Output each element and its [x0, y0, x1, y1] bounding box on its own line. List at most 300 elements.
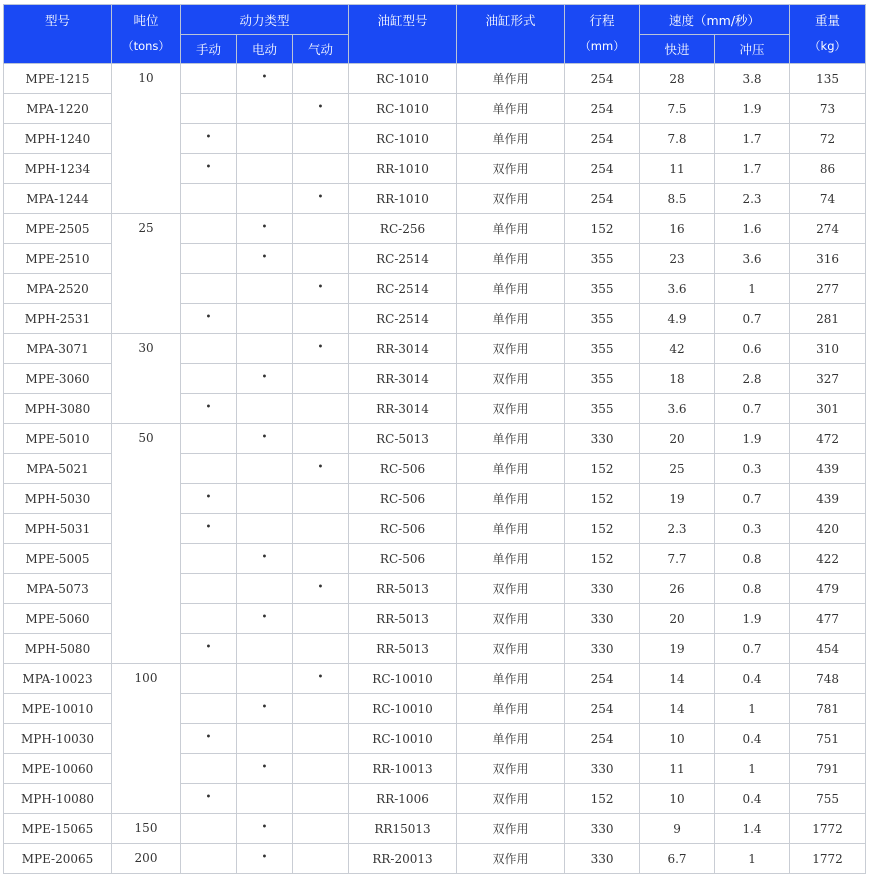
- power-air-cell: [293, 424, 349, 454]
- power-mark: •: [261, 71, 268, 83]
- power-manual-cell: [181, 274, 237, 304]
- power-mark: •: [317, 461, 324, 473]
- weight-cell: 755: [790, 784, 866, 814]
- tonnage-cell: 50: [112, 424, 181, 664]
- power-mark: •: [317, 101, 324, 113]
- power-air-cell: [293, 724, 349, 754]
- cylinder-model-cell: RC-1010: [349, 94, 457, 124]
- model-cell: MPE-1215: [4, 64, 112, 94]
- power-mark: •: [317, 191, 324, 203]
- model-cell: MPH-1234: [4, 154, 112, 184]
- header-tonnage: [112, 5, 181, 64]
- model-cell: MPE-5010: [4, 424, 112, 454]
- stroke-cell: 254: [565, 124, 640, 154]
- cylinder-type-cell: 单作用: [457, 724, 565, 754]
- header-stroke: [565, 5, 640, 64]
- speed-fast-cell: 9: [640, 814, 715, 844]
- weight-cell: 316: [790, 244, 866, 274]
- cylinder-type-cell: 双作用: [457, 784, 565, 814]
- speed-fast-cell: 19: [640, 634, 715, 664]
- cylinder-model-cell: RC-10010: [349, 724, 457, 754]
- table-row: [4, 814, 866, 844]
- stroke-cell: 152: [565, 544, 640, 574]
- model-cell: MPA-1244: [4, 184, 112, 214]
- power-electric-cell: [237, 514, 293, 544]
- power-manual-cell: [181, 724, 237, 754]
- power-electric-cell: [237, 544, 293, 574]
- power-manual-cell: [181, 154, 237, 184]
- power-air-cell: [293, 784, 349, 814]
- cylinder-type-cell: 单作用: [457, 424, 565, 454]
- cylinder-model-cell: RC-2514: [349, 274, 457, 304]
- weight-cell: 422: [790, 544, 866, 574]
- model-cell: MPH-10030: [4, 724, 112, 754]
- power-manual-cell: [181, 304, 237, 334]
- cylinder-type-cell: 单作用: [457, 484, 565, 514]
- speed-fast-cell: 3.6: [640, 274, 715, 304]
- power-manual-cell: [181, 574, 237, 604]
- weight-cell: 472: [790, 424, 866, 454]
- power-air-cell: [293, 64, 349, 94]
- cylinder-model-cell: RC-10010: [349, 694, 457, 724]
- model-cell: MPA-5021: [4, 454, 112, 484]
- power-electric-cell: [237, 844, 293, 874]
- speed-press-cell: 0.4: [715, 784, 790, 814]
- power-mark: •: [261, 371, 268, 383]
- power-manual-cell: [181, 484, 237, 514]
- speed-press-cell: 0.3: [715, 514, 790, 544]
- power-air-cell: [293, 634, 349, 664]
- stroke-cell: 152: [565, 454, 640, 484]
- power-manual-cell: [181, 184, 237, 214]
- weight-cell: 479: [790, 574, 866, 604]
- weight-cell: 420: [790, 514, 866, 544]
- power-electric-cell: [237, 274, 293, 304]
- speed-fast-cell: 19: [640, 484, 715, 514]
- power-air-cell: [293, 154, 349, 184]
- power-manual-cell: [181, 664, 237, 694]
- power-air-cell: [293, 334, 349, 364]
- power-manual-cell: [181, 244, 237, 274]
- cylinder-type-cell: 双作用: [457, 154, 565, 184]
- speed-press-cell: 1: [715, 754, 790, 784]
- weight-cell: 791: [790, 754, 866, 784]
- speed-press-cell: 1.4: [715, 814, 790, 844]
- cylinder-model-cell: RR15013: [349, 814, 457, 844]
- stroke-cell: 355: [565, 364, 640, 394]
- weight-cell: 72: [790, 124, 866, 154]
- power-air-cell: [293, 484, 349, 514]
- power-electric-cell: [237, 754, 293, 784]
- table-row: [4, 214, 866, 244]
- tonnage-cell: 150: [112, 814, 181, 844]
- cylinder-type-cell: 单作用: [457, 214, 565, 244]
- cylinder-model-cell: RR-1010: [349, 184, 457, 214]
- weight-cell: 439: [790, 454, 866, 484]
- speed-press-cell: 1.7: [715, 154, 790, 184]
- power-electric-cell: [237, 424, 293, 454]
- power-electric-cell: [237, 94, 293, 124]
- tonnage-cell: 200: [112, 844, 181, 874]
- cylinder-model-cell: RC-506: [349, 544, 457, 574]
- power-mark: •: [317, 581, 324, 593]
- model-cell: MPH-10080: [4, 784, 112, 814]
- speed-fast-cell: 23: [640, 244, 715, 274]
- speed-fast-cell: 11: [640, 154, 715, 184]
- model-cell: MPE-10060: [4, 754, 112, 784]
- cylinder-type-cell: 双作用: [457, 394, 565, 424]
- cylinder-type-cell: 单作用: [457, 64, 565, 94]
- weight-cell: 74: [790, 184, 866, 214]
- power-manual-cell: [181, 694, 237, 724]
- model-cell: MPA-3071: [4, 334, 112, 364]
- power-manual-cell: [181, 364, 237, 394]
- weight-cell: 73: [790, 94, 866, 124]
- speed-fast-cell: 10: [640, 784, 715, 814]
- power-mark: •: [205, 521, 212, 533]
- tonnage-cell: 25: [112, 214, 181, 334]
- power-manual-cell: [181, 124, 237, 154]
- model-cell: MPH-5080: [4, 634, 112, 664]
- power-manual-cell: [181, 844, 237, 874]
- cylinder-type-cell: 单作用: [457, 514, 565, 544]
- power-electric-cell: [237, 454, 293, 484]
- power-air-cell: [293, 574, 349, 604]
- cylinder-type-cell: 双作用: [457, 844, 565, 874]
- power-electric-cell: [237, 604, 293, 634]
- cylinder-model-cell: RR-3014: [349, 394, 457, 424]
- speed-press-cell: 3.8: [715, 64, 790, 94]
- weight-cell: 1772: [790, 814, 866, 844]
- cylinder-model-cell: RR-1006: [349, 784, 457, 814]
- stroke-cell: 152: [565, 514, 640, 544]
- header-power-air: 气动: [293, 35, 349, 64]
- power-air-cell: [293, 754, 349, 784]
- stroke-cell: 355: [565, 304, 640, 334]
- speed-fast-cell: 14: [640, 664, 715, 694]
- power-electric-cell: [237, 784, 293, 814]
- weight-cell: 748: [790, 664, 866, 694]
- speed-fast-cell: 6.7: [640, 844, 715, 874]
- cylinder-model-cell: RR-5013: [349, 634, 457, 664]
- cylinder-model-cell: RR-5013: [349, 604, 457, 634]
- power-manual-cell: [181, 814, 237, 844]
- header-power-electric: 电动: [237, 35, 293, 64]
- cylinder-type-cell: 单作用: [457, 694, 565, 724]
- power-air-cell: [293, 814, 349, 844]
- power-manual-cell: [181, 544, 237, 574]
- speed-press-cell: 0.4: [715, 664, 790, 694]
- power-mark: •: [261, 611, 268, 623]
- speed-fast-cell: 16: [640, 214, 715, 244]
- stroke-cell: 355: [565, 244, 640, 274]
- speed-fast-cell: 28: [640, 64, 715, 94]
- stroke-cell: 254: [565, 94, 640, 124]
- table-row: [4, 424, 866, 454]
- header-power-type: 动力类型: [181, 5, 349, 35]
- power-electric-cell: [237, 634, 293, 664]
- model-cell: MPE-2505: [4, 214, 112, 244]
- stroke-cell: 355: [565, 334, 640, 364]
- power-manual-cell: [181, 514, 237, 544]
- model-cell: MPE-15065: [4, 814, 112, 844]
- power-electric-cell: [237, 154, 293, 184]
- speed-fast-cell: 3.6: [640, 394, 715, 424]
- speed-press-cell: 2.8: [715, 364, 790, 394]
- tonnage-cell: 30: [112, 334, 181, 424]
- speed-press-cell: 0.8: [715, 544, 790, 574]
- stroke-cell: 254: [565, 184, 640, 214]
- cylinder-type-cell: 双作用: [457, 754, 565, 784]
- weight-cell: 454: [790, 634, 866, 664]
- power-electric-cell: [237, 124, 293, 154]
- speed-fast-cell: 2.3: [640, 514, 715, 544]
- power-mark: •: [205, 641, 212, 653]
- model-cell: MPE-20065: [4, 844, 112, 874]
- stroke-cell: 330: [565, 424, 640, 454]
- cylinder-model-cell: RC-2514: [349, 304, 457, 334]
- power-electric-cell: [237, 304, 293, 334]
- speed-fast-cell: 7.8: [640, 124, 715, 154]
- stroke-cell: 330: [565, 574, 640, 604]
- tonnage-cell: 100: [112, 664, 181, 814]
- stroke-cell: 254: [565, 664, 640, 694]
- model-cell: MPE-2510: [4, 244, 112, 274]
- table-row: [4, 64, 866, 94]
- speed-press-cell: 0.7: [715, 484, 790, 514]
- header-stroke-unit: （mm）: [579, 39, 625, 53]
- power-manual-cell: [181, 214, 237, 244]
- table-row: [4, 664, 866, 694]
- weight-cell: 277: [790, 274, 866, 304]
- speed-fast-cell: 10: [640, 724, 715, 754]
- speed-fast-cell: 7.7: [640, 544, 715, 574]
- model-cell: MPH-5031: [4, 514, 112, 544]
- power-mark: •: [205, 791, 212, 803]
- power-mark: •: [317, 281, 324, 293]
- speed-press-cell: 1.9: [715, 94, 790, 124]
- power-electric-cell: [237, 664, 293, 694]
- power-air-cell: [293, 124, 349, 154]
- weight-cell: 439: [790, 484, 866, 514]
- stroke-cell: 254: [565, 724, 640, 754]
- power-electric-cell: [237, 394, 293, 424]
- model-cell: MPE-5060: [4, 604, 112, 634]
- power-electric-cell: [237, 214, 293, 244]
- speed-press-cell: 0.6: [715, 334, 790, 364]
- weight-cell: 1772: [790, 844, 866, 874]
- speed-fast-cell: 26: [640, 574, 715, 604]
- speed-press-cell: 1: [715, 844, 790, 874]
- stroke-cell: 355: [565, 394, 640, 424]
- power-mark: •: [205, 491, 212, 503]
- speed-press-cell: 0.7: [715, 634, 790, 664]
- stroke-cell: 254: [565, 154, 640, 184]
- model-cell: MPA-10023: [4, 664, 112, 694]
- header-speed-press: 冲压: [715, 35, 790, 64]
- speed-press-cell: 3.6: [715, 244, 790, 274]
- stroke-cell: 152: [565, 484, 640, 514]
- stroke-cell: 330: [565, 604, 640, 634]
- header-speed-fast: 快进: [640, 35, 715, 64]
- speed-press-cell: 0.8: [715, 574, 790, 604]
- stroke-cell: 254: [565, 64, 640, 94]
- power-air-cell: [293, 94, 349, 124]
- weight-cell: 281: [790, 304, 866, 334]
- power-air-cell: [293, 664, 349, 694]
- power-mark: •: [261, 821, 268, 833]
- power-electric-cell: [237, 694, 293, 724]
- cylinder-type-cell: 单作用: [457, 664, 565, 694]
- cylinder-type-cell: 单作用: [457, 544, 565, 574]
- header-tonnage-unit: （tons）: [122, 39, 170, 53]
- cylinder-type-cell: 双作用: [457, 814, 565, 844]
- power-manual-cell: [181, 64, 237, 94]
- cylinder-type-cell: 单作用: [457, 124, 565, 154]
- power-air-cell: [293, 514, 349, 544]
- stroke-cell: 330: [565, 844, 640, 874]
- cylinder-type-cell: 单作用: [457, 454, 565, 484]
- speed-fast-cell: 20: [640, 604, 715, 634]
- power-manual-cell: [181, 424, 237, 454]
- weight-cell: 781: [790, 694, 866, 724]
- cylinder-type-cell: 双作用: [457, 184, 565, 214]
- power-mark: •: [261, 221, 268, 233]
- model-cell: MPA-2520: [4, 274, 112, 304]
- power-mark: •: [205, 731, 212, 743]
- speed-press-cell: 1.7: [715, 124, 790, 154]
- power-air-cell: [293, 244, 349, 274]
- speed-press-cell: 0.3: [715, 454, 790, 484]
- header-cylinder-model: 油缸型号: [349, 5, 457, 64]
- power-electric-cell: [237, 334, 293, 364]
- table-body: [4, 64, 866, 874]
- model-cell: MPE-3060: [4, 364, 112, 394]
- cylinder-type-cell: 单作用: [457, 304, 565, 334]
- power-mark: •: [205, 131, 212, 143]
- table-header: [4, 5, 866, 64]
- power-air-cell: [293, 394, 349, 424]
- power-electric-cell: [237, 184, 293, 214]
- model-cell: MPH-1240: [4, 124, 112, 154]
- cylinder-type-cell: 双作用: [457, 364, 565, 394]
- power-air-cell: [293, 184, 349, 214]
- tonnage-cell: 10: [112, 64, 181, 214]
- cylinder-model-cell: RR-3014: [349, 334, 457, 364]
- power-mark: •: [261, 251, 268, 263]
- speed-fast-cell: 25: [640, 454, 715, 484]
- speed-fast-cell: 18: [640, 364, 715, 394]
- cylinder-model-cell: RC-2514: [349, 244, 457, 274]
- model-cell: MPH-2531: [4, 304, 112, 334]
- power-manual-cell: [181, 454, 237, 484]
- header-speed: 速度（mm/秒）: [640, 5, 790, 35]
- power-manual-cell: [181, 334, 237, 364]
- power-mark: •: [205, 161, 212, 173]
- stroke-cell: 330: [565, 634, 640, 664]
- cylinder-type-cell: 双作用: [457, 634, 565, 664]
- speed-fast-cell: 14: [640, 694, 715, 724]
- cylinder-model-cell: RR-10013: [349, 754, 457, 784]
- speed-press-cell: 1: [715, 694, 790, 724]
- cylinder-model-cell: RR-3014: [349, 364, 457, 394]
- model-cell: MPH-5030: [4, 484, 112, 514]
- weight-cell: 86: [790, 154, 866, 184]
- speed-press-cell: 0.7: [715, 304, 790, 334]
- cylinder-type-cell: 双作用: [457, 334, 565, 364]
- model-cell: MPH-3080: [4, 394, 112, 424]
- power-air-cell: [293, 214, 349, 244]
- power-air-cell: [293, 694, 349, 724]
- speed-press-cell: 0.4: [715, 724, 790, 754]
- header-tonnage-label: 吨位: [133, 13, 159, 28]
- speed-fast-cell: 20: [640, 424, 715, 454]
- speed-fast-cell: 7.5: [640, 94, 715, 124]
- table-row: [4, 844, 866, 874]
- power-manual-cell: [181, 604, 237, 634]
- header-power-manual: 手动: [181, 35, 237, 64]
- header-weight-unit: （kg）: [809, 39, 847, 53]
- weight-cell: 310: [790, 334, 866, 364]
- header-weight-label: 重量: [815, 13, 841, 28]
- cylinder-model-cell: RC-256: [349, 214, 457, 244]
- power-electric-cell: [237, 574, 293, 604]
- table-row: [4, 334, 866, 364]
- power-air-cell: [293, 844, 349, 874]
- cylinder-type-cell: 单作用: [457, 94, 565, 124]
- cylinder-model-cell: RR-1010: [349, 154, 457, 184]
- speed-fast-cell: 11: [640, 754, 715, 784]
- speed-press-cell: 1.9: [715, 424, 790, 454]
- power-mark: •: [261, 851, 268, 863]
- weight-cell: 327: [790, 364, 866, 394]
- power-air-cell: [293, 274, 349, 304]
- power-mark: •: [261, 551, 268, 563]
- speed-fast-cell: 8.5: [640, 184, 715, 214]
- weight-cell: 274: [790, 214, 866, 244]
- power-mark: •: [261, 761, 268, 773]
- power-electric-cell: [237, 484, 293, 514]
- power-mark: •: [317, 671, 324, 683]
- power-manual-cell: [181, 394, 237, 424]
- cylinder-type-cell: 单作用: [457, 274, 565, 304]
- weight-cell: 135: [790, 64, 866, 94]
- power-manual-cell: [181, 94, 237, 124]
- header-stroke-label: 行程: [589, 13, 615, 28]
- power-mark: •: [317, 341, 324, 353]
- power-manual-cell: [181, 784, 237, 814]
- power-mark: •: [205, 401, 212, 413]
- power-electric-cell: [237, 64, 293, 94]
- cylinder-type-cell: 双作用: [457, 604, 565, 634]
- power-electric-cell: [237, 364, 293, 394]
- power-electric-cell: [237, 814, 293, 844]
- model-cell: MPA-5073: [4, 574, 112, 604]
- speed-press-cell: 1: [715, 274, 790, 304]
- power-mark: •: [261, 431, 268, 443]
- weight-cell: 477: [790, 604, 866, 634]
- cylinder-model-cell: RC-5013: [349, 424, 457, 454]
- speed-press-cell: 2.3: [715, 184, 790, 214]
- cylinder-model-cell: RR-5013: [349, 574, 457, 604]
- model-cell: MPA-1220: [4, 94, 112, 124]
- cylinder-model-cell: RC-506: [349, 454, 457, 484]
- stroke-cell: 330: [565, 754, 640, 784]
- power-electric-cell: [237, 724, 293, 754]
- cylinder-model-cell: RC-10010: [349, 664, 457, 694]
- stroke-cell: 254: [565, 694, 640, 724]
- speed-press-cell: 1.6: [715, 214, 790, 244]
